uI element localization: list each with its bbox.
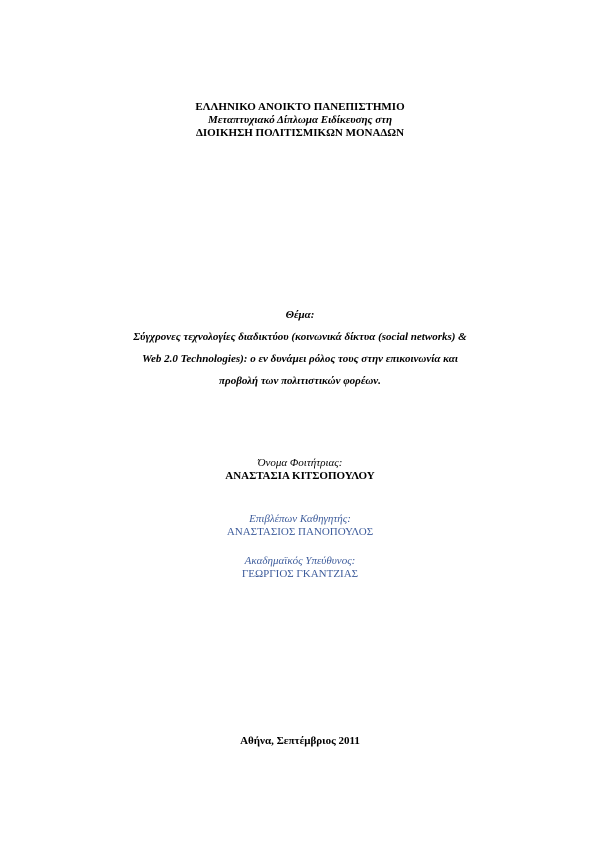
program-name: Μεταπτυχιακό Δίπλωμα Ειδίκευσης στη xyxy=(207,114,393,126)
subject-line-1: Σύγχρονες τεχνολογίες διαδικτύου (κοινωνικά δίκτυα (social networks) & xyxy=(133,331,467,343)
academic-responsible-label: Ακαδημαϊκός Υπεύθυνος: xyxy=(244,555,356,567)
student-label: Όνομα Φοιτήτριας: xyxy=(257,457,343,469)
supervisor-label: Επιβλέπων Καθηγητής: xyxy=(249,513,351,525)
supervisor-name: ΑΝΑΣΤΑΣΙΟΣ ΠΑΝΟΠΟΥΛΟΣ xyxy=(226,526,374,538)
student-name: ΑΝΑΣΤΑΣΙΑ ΚΙΤΣΟΠΟΥΛΟΥ xyxy=(225,470,375,482)
academic-responsible-name: ΓΕΩΡΓΙΟΣ ΓΚΑΝΤΖΙΑΣ xyxy=(241,568,359,580)
program-field: ΔΙΟΙΚΗΣΗ ΠΟΛΙΤΙΣΜΙΚΩΝ ΜΟΝΑΔΩΝ xyxy=(195,127,405,139)
subject-line-2: Web 2.0 Technologies): ο εν δυνάμει ρόλος τους στην επικοινωνία και xyxy=(142,353,458,365)
subject-label: Θέμα: xyxy=(285,309,315,321)
place-date: Αθήνα, Σεπτέμβριος 2011 xyxy=(240,735,360,747)
institution-name: ΕΛΛΗΝΙΚΟ ΑΝΟΙΚΤΟ ΠΑΝΕΠΙΣΤΗΜΙΟ xyxy=(195,101,405,113)
subject-line-3: προβολή των πολιτιστικών φορέων. xyxy=(219,375,381,387)
